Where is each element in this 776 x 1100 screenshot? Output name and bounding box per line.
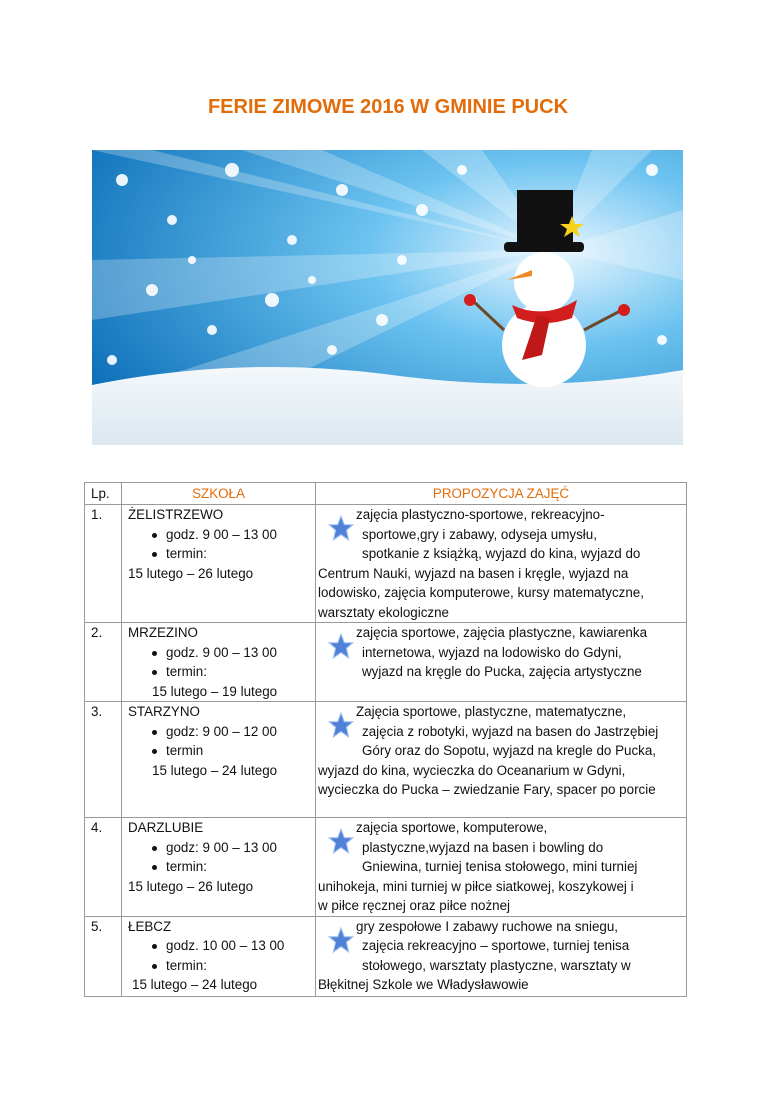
table-row bbox=[85, 702, 687, 818]
row-number: 1. bbox=[85, 505, 122, 623]
proposal-cell bbox=[316, 702, 687, 818]
school-cell bbox=[122, 818, 316, 917]
proposal-line: spotkanie z książką, wyjazd do kina, wyjazd do bbox=[362, 546, 641, 561]
proposal-line: Błękitnej Szkole we Władysławowie bbox=[318, 977, 529, 992]
school-name: ŁEBCZ bbox=[128, 918, 172, 934]
proposal-line: sportowe,gry i zabawy, odyseja umysłu, bbox=[362, 526, 597, 542]
term-label: termin: bbox=[142, 662, 309, 682]
hours: godz. 9 00 – 13 00 bbox=[142, 525, 309, 545]
star-icon bbox=[328, 828, 354, 854]
proposal-line: zajęcia plastyczno-sportowe, rekreacyjno- bbox=[356, 507, 605, 522]
proposal-cell bbox=[316, 505, 687, 623]
proposal-cell bbox=[316, 623, 687, 702]
row-number: 3. bbox=[85, 702, 122, 818]
proposal-line: wyjazd do kina, wycieczka do Oceanarium w Gdyni, bbox=[318, 762, 626, 778]
row-number: 4. bbox=[85, 818, 122, 917]
header-school: SZKOŁA bbox=[122, 483, 316, 505]
star-icon bbox=[328, 633, 354, 659]
proposal-line: zajęcia rekreacyjno – sportowe, turniej tenisa bbox=[362, 938, 630, 953]
proposal-cell bbox=[316, 916, 687, 996]
proposal-line: unihokeja, mini turniej w piłce siatkowej, koszykowej i bbox=[318, 878, 634, 894]
table-row bbox=[85, 916, 687, 996]
schools-table bbox=[84, 482, 687, 997]
proposal-line: zajęcia sportowe, komputerowe, bbox=[356, 820, 548, 835]
snowman-banner-image bbox=[92, 150, 683, 445]
school-name: STARZYNO bbox=[128, 704, 200, 719]
star-icon bbox=[328, 927, 354, 953]
star-icon bbox=[328, 712, 354, 738]
proposal-line: Góry oraz do Sopotu, wyjazd na kregle do Pucka, bbox=[362, 743, 657, 758]
page-title: FERIE ZIMOWE 2016 W GMINIE PUCK bbox=[207, 96, 569, 118]
hours: godz. 10 00 – 13 00 bbox=[142, 936, 309, 956]
table-row bbox=[85, 818, 687, 917]
star-icon bbox=[328, 515, 354, 541]
term-dates: 15 lutego – 19 lutego bbox=[152, 683, 278, 699]
proposal-cell bbox=[316, 818, 687, 917]
table-row bbox=[85, 623, 687, 702]
proposal-line: Centrum Nauki, wyjazd na basen i kręgle, wyjazd na bbox=[318, 565, 629, 581]
school-cell bbox=[122, 702, 316, 818]
school-cell bbox=[122, 916, 316, 996]
school-name: MRZEZINO bbox=[128, 625, 198, 640]
header-lp: Lp. bbox=[85, 483, 122, 505]
proposal-line: gry zespołowe I zabawy ruchowe na sniegu, bbox=[356, 918, 619, 934]
hours: godz: 9 00 – 13 00 bbox=[142, 838, 309, 858]
school-cell bbox=[122, 505, 316, 623]
proposal-line: zajęcia sportowe, zajęcia plastyczne, kawiarenka bbox=[356, 625, 648, 640]
school-name: ŻELISTRZEWO bbox=[128, 507, 224, 522]
proposal-line: w piłce ręcznej oraz piłce nożnej bbox=[318, 898, 511, 913]
school-cell bbox=[122, 623, 316, 702]
header-proposal: PROPOZYCJA ZAJĘĆ bbox=[316, 483, 687, 505]
term-dates: 15 lutego – 24 lutego bbox=[132, 977, 258, 992]
hours: godz: 9 00 – 12 00 bbox=[142, 722, 309, 742]
table-row bbox=[85, 505, 687, 623]
proposal-line: stołowego, warsztaty plastyczne, warsztaty w bbox=[362, 957, 631, 973]
proposal-line: wyjazd na kręgle do Pucka, zajęcia artystyczne bbox=[362, 664, 642, 679]
row-number: 5. bbox=[85, 916, 122, 996]
proposal-line: Zajęcia sportowe, plastyczne, matematyczne, bbox=[356, 704, 627, 719]
proposal-line: plastyczne,wyjazd na basen i bowling do bbox=[362, 839, 604, 855]
term-label: termin: bbox=[142, 544, 309, 564]
term-label: termin: bbox=[142, 956, 309, 976]
proposal-line: warsztaty ekologiczne bbox=[318, 604, 449, 620]
term-dates: 15 lutego – 24 lutego bbox=[152, 762, 278, 778]
term-dates: 15 lutego – 26 lutego bbox=[128, 878, 254, 894]
hours: godz. 9 00 – 13 00 bbox=[142, 643, 309, 663]
proposal-line: internetowa, wyjazd na lodowisko do Gdyni, bbox=[362, 644, 622, 660]
proposal-line: lodowisko, zajęcia komputerowe, kursy matematyczne, bbox=[318, 585, 644, 600]
table-header-row bbox=[85, 483, 687, 505]
proposal-line: zajęcia z robotyki, wyjazd na basen do Jastrzębiej bbox=[362, 723, 659, 739]
term-label: termin bbox=[142, 741, 309, 761]
proposal-line: Gniewina, turniej tenisa stołowego, mini turniej bbox=[362, 859, 638, 874]
row-number: 2. bbox=[85, 623, 122, 702]
proposal-line: wycieczka do Pucka – zwiedzanie Fary, spacer po porcie bbox=[318, 782, 656, 797]
term-dates: 15 lutego – 26 lutego bbox=[128, 565, 254, 581]
term-label: termin: bbox=[142, 857, 309, 877]
school-name: DARZLUBIE bbox=[128, 820, 204, 835]
